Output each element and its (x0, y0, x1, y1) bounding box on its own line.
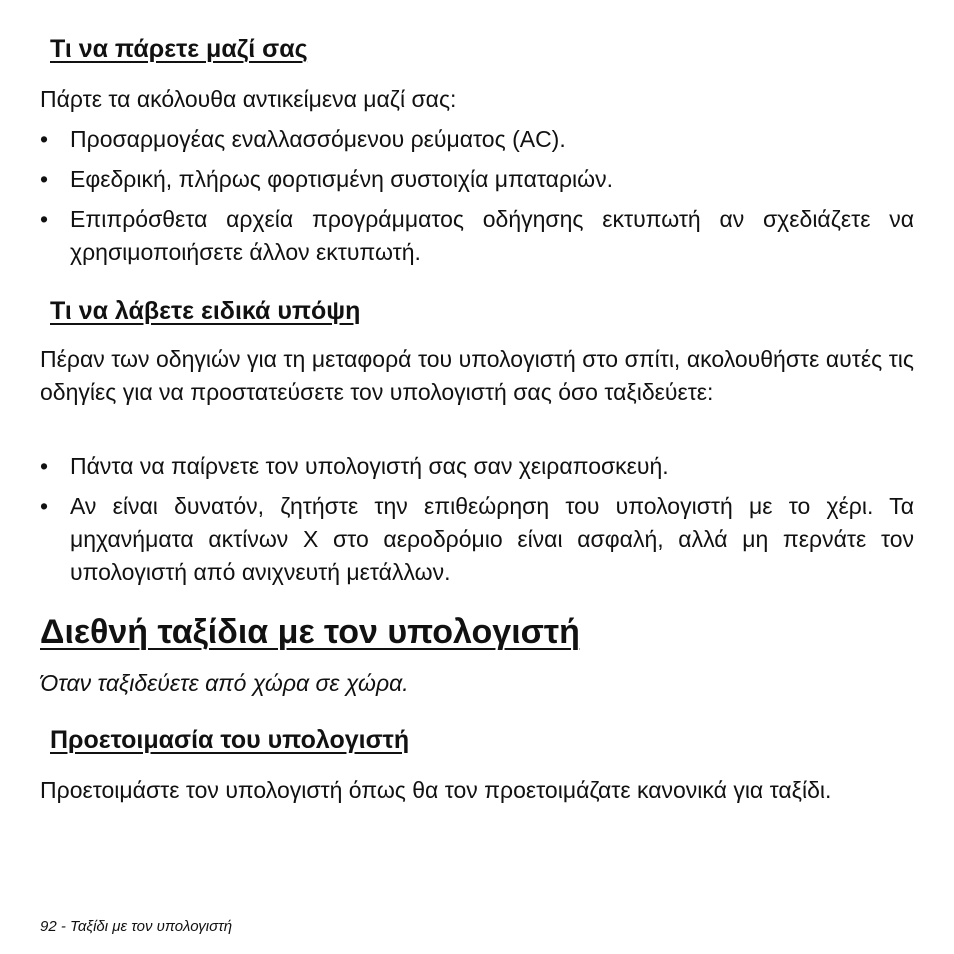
bullet-icon: • (40, 206, 49, 232)
list-item (40, 450, 914, 483)
list-item-text: Πάντα να παίρνετε τον υπολογιστή σας σαν χειραποσκευή. (70, 453, 669, 479)
bullet-icon: • (40, 166, 49, 192)
page-footer: 92 - Ταξίδι με τον υπολογιστή (40, 918, 233, 935)
special-considerations-list (40, 450, 914, 589)
list-item (40, 123, 914, 156)
list-item (40, 490, 914, 589)
list-item-text: Εφεδρική, πλήρως φορτισμένη συστοιχία μπαταριών. (70, 166, 613, 192)
what-to-take-intro: Πάρτε τα ακόλουθα αντικείμενα μαζί σας: (40, 86, 457, 112)
bullet-icon: • (40, 453, 49, 479)
list-item-text: Προσαρμογέας εναλλασσόμενου ρεύματος (AC). (70, 126, 566, 152)
list-item (40, 163, 914, 196)
bullet-icon: • (40, 126, 49, 152)
heading-international-travel: Διεθνή ταξίδια με τον υπολογιστή (40, 613, 580, 651)
heading-preparing-computer: Προετοιμασία του υπολογιστή (50, 726, 410, 754)
list-item-text: Αν είναι δυνατόν, ζητήστε την επιθεώρηση του υπολογιστή με το χέρι. Τα μηχανήματα ακτίνων X στο αεροδρόμιο είναι ασφαλή, αλλά μη περνάτε τον υπολογιστή από ανιχνευτή μετάλλων. (70, 493, 914, 585)
preparing-body: Προετοιμάστε τον υπολογιστή όπως θα τον προετοιμάζατε κανονικά για ταξίδι. (40, 777, 832, 803)
international-subtitle: Όταν ταξιδεύετε από χώρα σε χώρα. (40, 670, 409, 696)
list-item-text: Επιπρόσθετα αρχεία προγράμματος οδήγησης εκτυπωτή αν σχεδιάζετε να χρησιμοποιήσετε άλλον εκτυπωτή. (70, 206, 914, 265)
special-considerations-intro: Πέραν των οδηγιών για τη μεταφορά του υπολογιστή στο σπίτι, ακολουθήστε αυτές τις οδηγίες για να προστατεύσετε τον υπολογιστή σας όσο ταξιδεύετε: (40, 346, 914, 405)
list-item (40, 203, 914, 269)
bullet-icon: • (40, 493, 49, 519)
heading-special-considerations: Τι να λάβετε ειδικά υπόψη (50, 297, 361, 325)
what-to-take-list (40, 123, 914, 269)
heading-what-to-take: Τι να πάρετε μαζί σας (50, 35, 308, 63)
